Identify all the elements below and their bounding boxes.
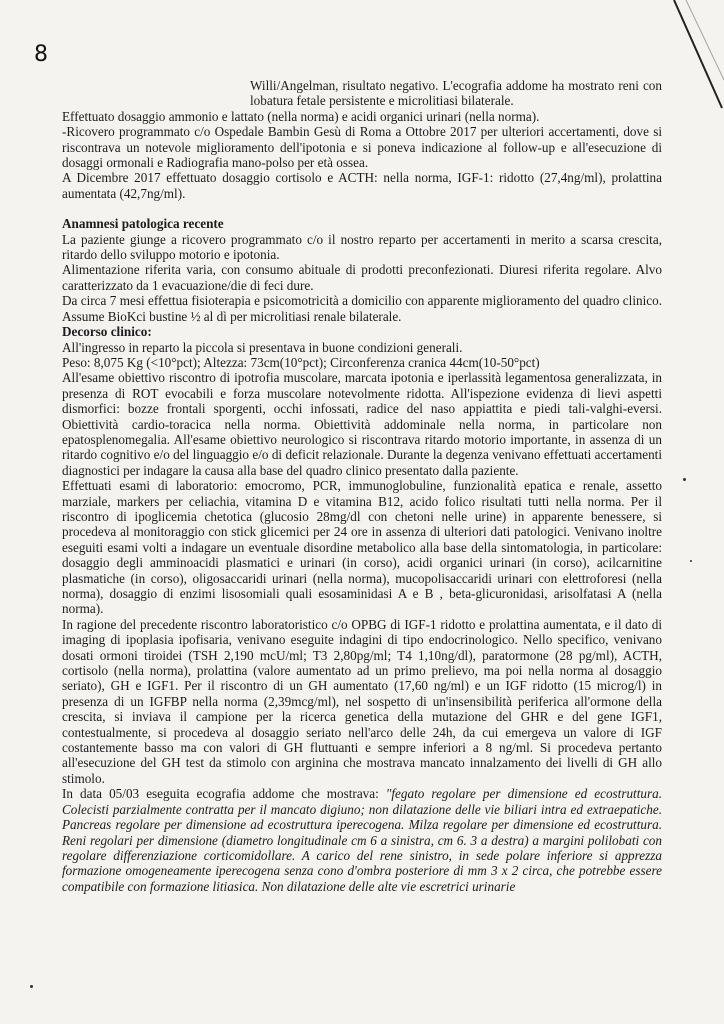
anamnesi-paragraph-0: La paziente giunge a ricovero programmato c/o il nostro reparto per accertamenti in merito a scarsa crescita, ritardo dello sviluppo motorio e ipotonia. [62, 231, 662, 263]
decorso-paragraph-0: All'ingresso in reparto la piccola si presentava in buone condizioni generali. [62, 339, 463, 355]
section-heading-anamnesi: Anamnesi patologica recente [62, 216, 224, 232]
document-body [62, 78, 662, 894]
decorso-paragraph-2: All'esame obiettivo riscontro di ipotrofia muscolare, marcata ipotonia e iperlassità legamentosa generalizzata, in presenza di ROT evocabili e forza muscolare notevolmente ridotta. All'ispezione evidenza di lievi aspetti dismorfici: bozze frontali sporgenti, occhi infossati, radice del naso appiattita e piedi tali-valghi-eversi. Obiettività cardio-toracica nella norma. Obiettività addominale nella norma, in particolare non epatosplenomegalia. All'esame obiettivo neurologico si riscontrava ritardo motorio importante, in assenza di un ritardo cognitivo e/o del linguaggio e/o di deficit relazionale. Durante la degenza venivano effettuati accertamenti diagnostici per indagare la causa alla base del quadro clinico presentato dalla paziente. [62, 370, 662, 478]
section-heading-decorso: Decorso clinico: [62, 324, 152, 340]
handwritten-page-mark: 8 [34, 42, 48, 67]
ecografia-intro: In data 05/03 eseguita ecografia addome che mostrava: [62, 786, 386, 802]
paragraph-top-2: -Ricovero programmato c/o Ospedale Bambin Gesù di Roma a Ottobre 2017 per ulteriori accertamenti, dove si riscontrava un notevole miglioramento dell'ipotonia e si poneva indicazione al follow-up e all'esecuzione di dosaggi ormonali e Radiografia mano-polso per età ossea. [62, 124, 662, 171]
anamnesi-paragraph-1: Alimentazione riferita varia, con consumo abituale di prodotti preconfezionati. Diuresi riferita regolare. Alvo caratterizzato da 1 evacuazione/die di feci dure. [62, 262, 662, 293]
decorso-paragraph-4: In ragione del precedente riscontro laboratoristico c/o OPBG di IGF-1 ridotto e prolattina aumentata, e il dato di imaging di ipoplasia ipofisaria, venivano eseguite indagini di tipo endocrinologico. Nello specifico, venivano dosati ormoni tiroidei (TSH 2,190 mcU/ml; T3 2,80pg/ml; T4 1,10ng/dl), paratormone (28 pg/ml), ACTH, cortisolo (nella norma), prolattina (valore aumentato ad un primo prelievo, ma poi nella norma al dosaggio seriato), GH e IGF1. Per il riscontro di un GH aumentato (17,60 ng/ml) e un IGF ridotto (15 microg/l) in presenza di un IGFBP nella norma (2,39mcg/ml), nel sospetto di un'insensibilità periferica all'ormone della crescita, si inviava il campione per la ricerca genetica della mutazione del GHR e del gene IGF1, contestualmente, si procedeva al dosaggio seriato nell'arco delle 24h, da cui emergeva un valore di IGF costantemente basso ma con valori di GH fluttuanti e sempre inferiori a 8 ng/ml. Si procedeva pertanto all'esecuzione del GH test da stimolo con arginina che mostrava mancato innalzamento dei livelli di GH allo stimolo. [62, 616, 662, 786]
decorso-paragraph-1: Peso: 8,075 Kg (<10°pct); Altezza: 73cm(10°pct); Circonferenza cranica 44cm(10-50°pct) [62, 354, 540, 370]
scan-speck [30, 985, 33, 988]
paragraph-top-3: A Dicembre 2017 effettuato dosaggio cortisolo e ACTH: nella norma, IGF-1: ridotto (27,4ng/ml), prolattina aumentata (42,7ng/ml). [62, 170, 662, 201]
scan-speck [683, 478, 686, 481]
ecografia-paragraph [62, 786, 662, 894]
ecografia-quote: "fegato regolare per dimensione ed ecostruttura. Colecisti parzialmente contratta per il mancato digiuno; non dilatazione delle vie biliari intra ed extraepatiche. Pancreas regolare per dimensione ad ecostruttura iperecogena. Milza regolare per dimensione ed ecostruttura. Reni regolari per dimensione (diametro longitudinale cm 6 a sinistra, cm 6. 3 a destra) a margini polilobati con regolare differenziazione corticomidollare. A carico del rene sinistro, in sede polare inferiore si apprezza formazione omogeneamente iperecogena senza cono d'ombra posteriore di mm 3 x 2 circa, che potrebbe essere compatibile con formazione litiasica. Non dilatazione delle alte vie escretrici urinarie [62, 786, 663, 894]
scan-edge-shadow [664, 0, 724, 110]
decorso-paragraph-3: Effettuati esami di laboratorio: emocromo, PCR, immunoglobuline, funzionalità epatica e renale, assetto marziale, markers per celiachia, vitamina D e vitamina B12, acido folico risultati tutti nella norma. Per il riscontro di ipoglicemia chetotica (glucosio 28mg/dl con chetoni nelle urine) in apparente benessere, si procedeva al monitoraggio con stick glicemici per 24 ore in assenza di ulteriori dati patologici. Venivano inoltre eseguiti esami volti a indagare un eventuale disordine metabolico alla base della sintomatologia, in particolare: dosaggio degli amminoacidi plasmatici e urinari (in corso), acidi organici urinari (in corso), acilcarnitine plasmatiche (in corso), oligosaccaridi urinari (nella norma), mucopolisaccaridi urinari con elettroforesi (nella norma), dosaggio di enzimi lisosomiali quali esosaminidasi A e B , beta-glicuronidasi, arisolfatasi A (nella norma). [62, 478, 662, 617]
anamnesi-paragraph-2: Da circa 7 mesi effettua fisioterapia e psicomotricità a domicilio con apparente miglioramento del quadro clinico. Assume BioKci bustine ½ al dì per microlitiasi renale bilaterale. [62, 293, 662, 324]
paragraph-top-0: Willi/Angelman, risultato negativo. L'ecografia addome ha mostrato reni con lobatura fetale persistente e microlitiasi bilaterale. [250, 78, 662, 109]
scan-speck [690, 560, 692, 562]
paragraph-top-1: Effettuato dosaggio ammonio e lattato (nella norma) e acidi organici urinari (nella norma). [62, 108, 540, 124]
